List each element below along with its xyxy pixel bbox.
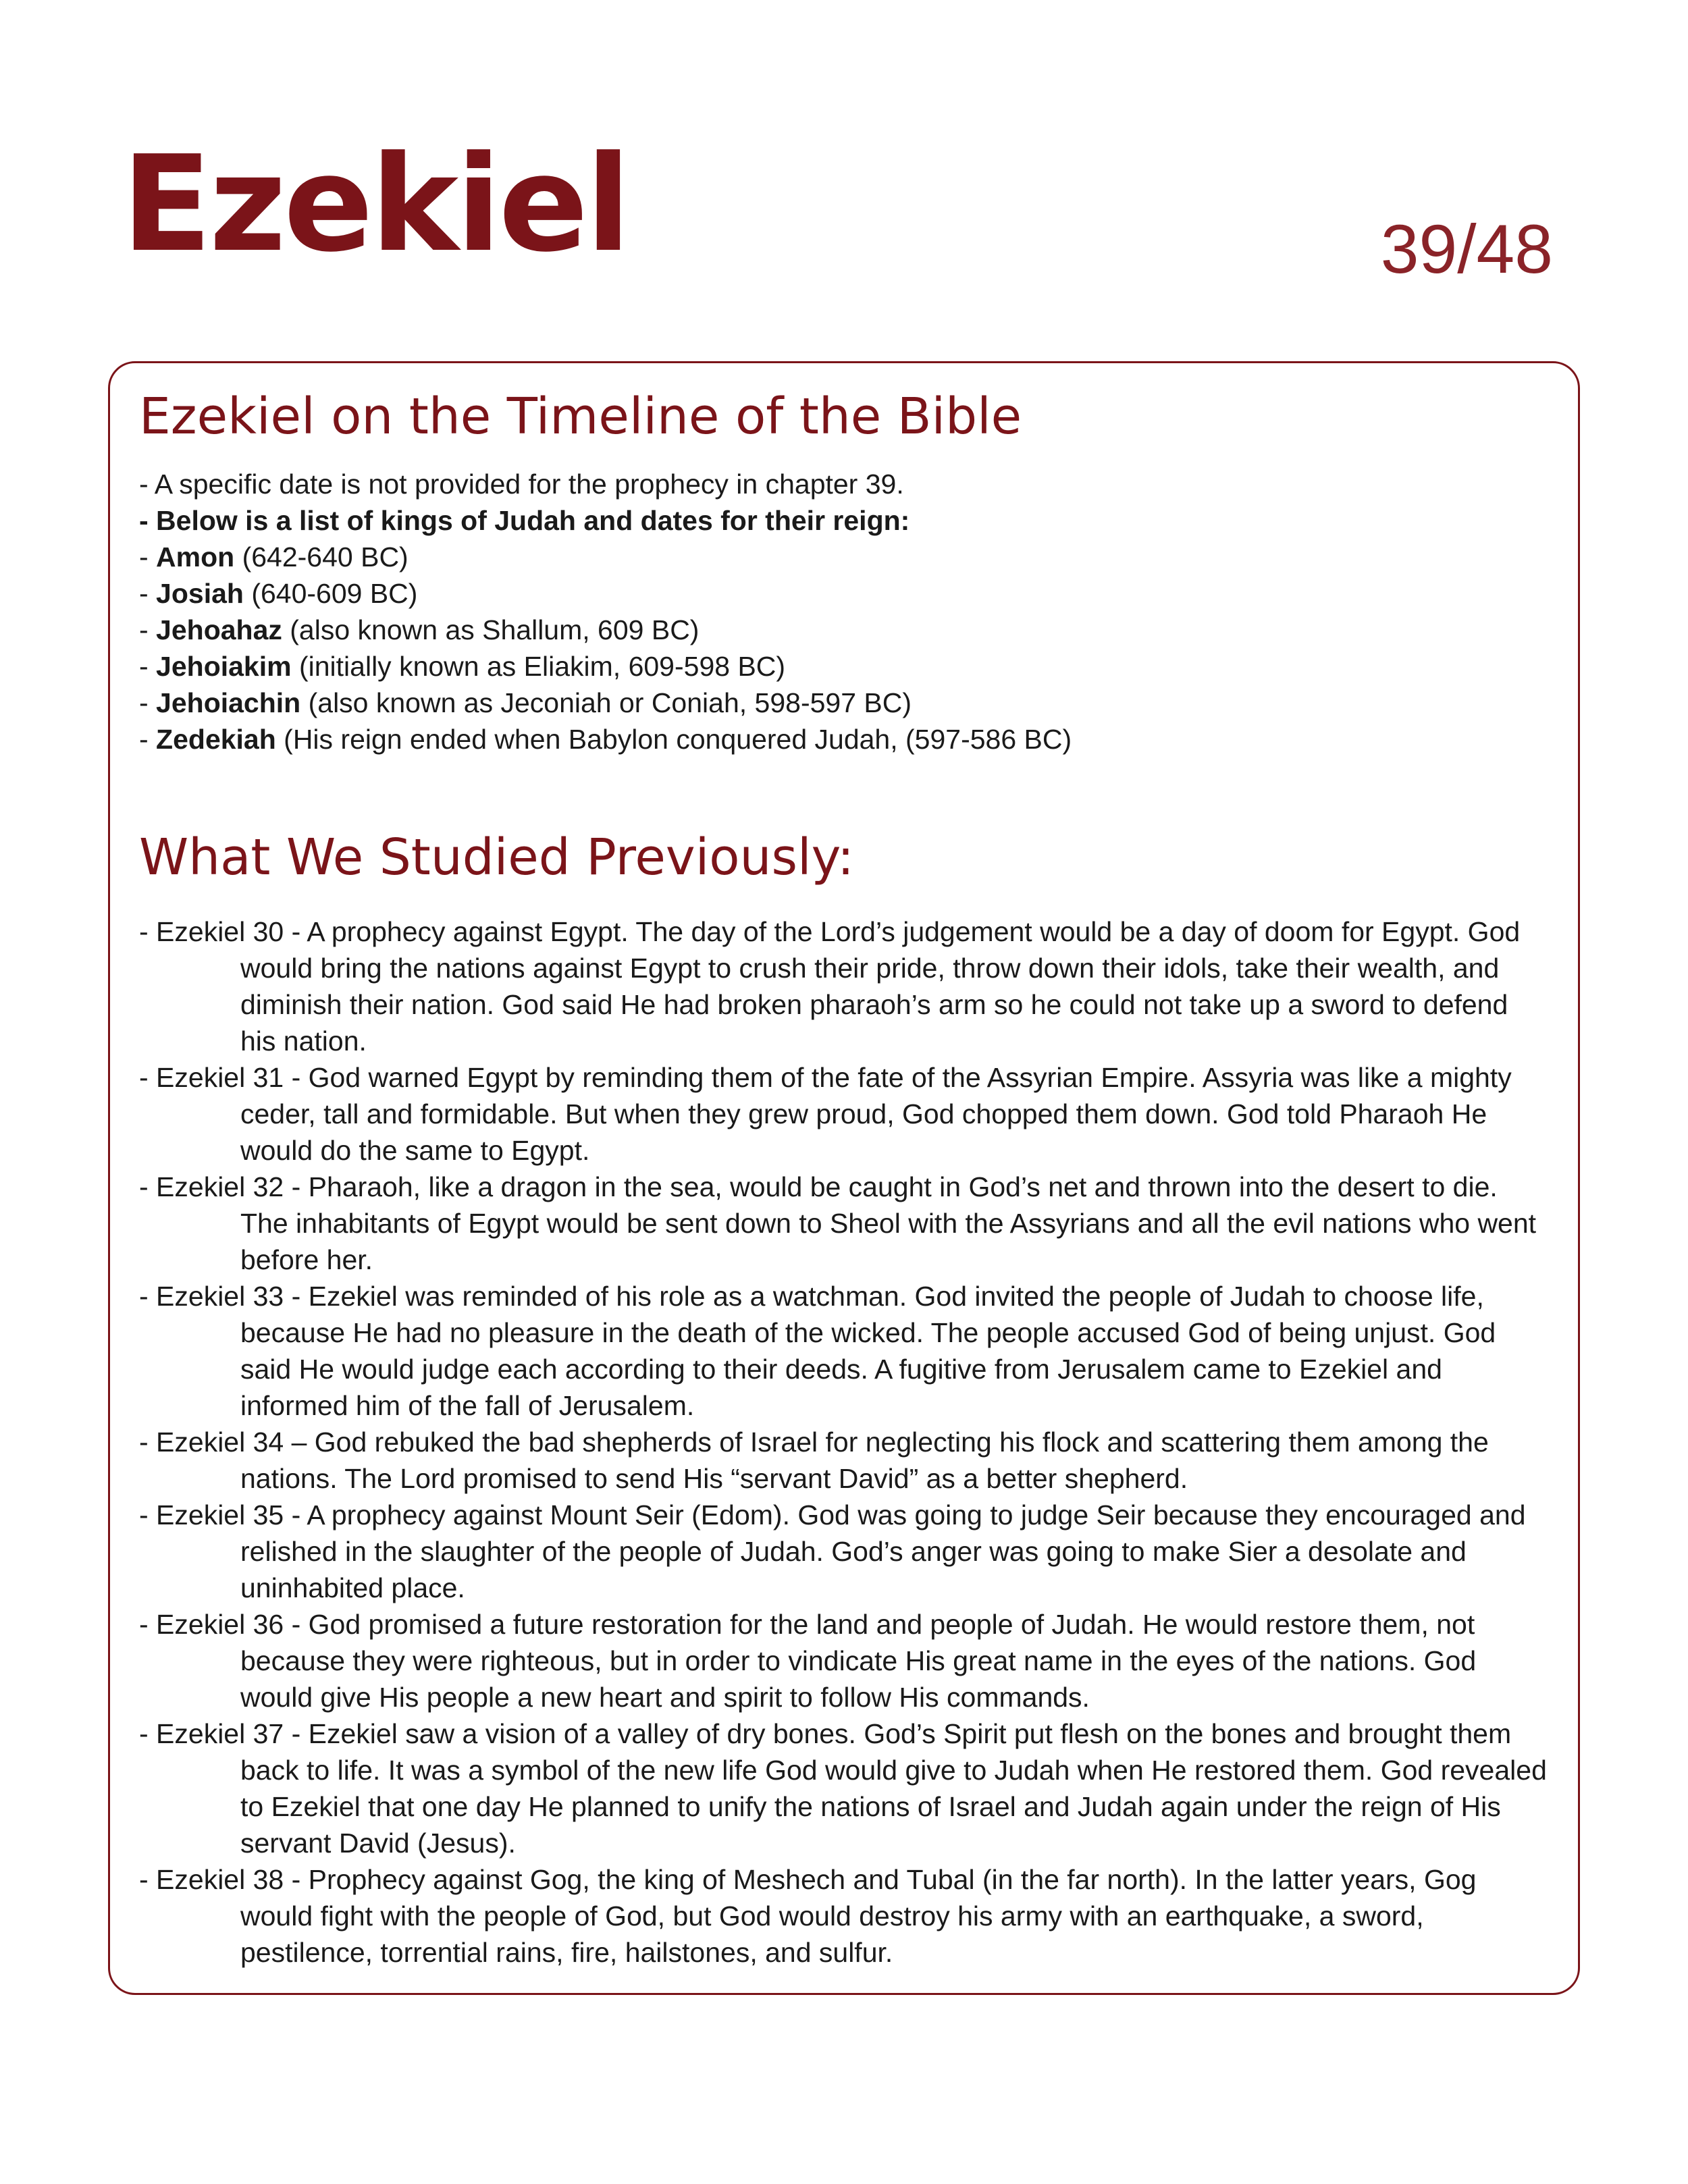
king-name: Josiah <box>156 578 244 609</box>
summary-entry: - Ezekiel 30 - A prophecy against Egypt. The day of the Lord’s judgement would be a day of doom for Egypt. God would bring the nations against Egypt to crush their pride, throw down their idols, take their wealth, and diminish their nation. God said He had broken pharaoh’s arm so he could not take up a sword to defend his nation. <box>139 916 1521 1057</box>
date-note: - A specific date is not provided for the prophecy in chapter 39. <box>139 469 904 500</box>
king-item <box>139 575 1551 612</box>
chapter-indicator: 39/48 <box>1380 211 1553 288</box>
king-name: Amon <box>156 541 235 572</box>
king-detail: (initially known as Eliakim, 609-598 BC) <box>291 651 786 682</box>
summary-entry: - Ezekiel 34 – God rebuked the bad shepherds of Israel for neglecting his flock and scattering them among the nations. The Lord promised to send His “servant David” as a better shepherd. <box>139 1427 1489 1494</box>
king-item <box>139 721 1551 757</box>
king-detail: (also known as Shallum, 609 BC) <box>282 614 700 645</box>
king-prefix: - <box>139 724 157 755</box>
previous-heading: What We Studied Previously: <box>139 828 854 886</box>
king-prefix: - <box>139 651 157 682</box>
summary-entry: - Ezekiel 31 - God warned Egypt by reminding them of the fate of the Assyrian Empire. Assyria was like a mighty ceder, tall and formidable. But when they grew proud, God chopped them down. God told Pharaoh He would do the same to Egypt. <box>139 1062 1512 1166</box>
king-item <box>139 612 1551 648</box>
king-prefix: - <box>139 578 157 609</box>
king-detail: (642-640 BC) <box>234 541 408 572</box>
king-detail: (640-609 BC) <box>243 578 418 609</box>
content-box <box>108 361 1580 1995</box>
timeline-heading: Ezekiel on the Timeline of the Bible <box>139 388 1022 446</box>
kings-intro-text: - Below is a list of kings of Judah and dates for their reign: <box>139 505 910 536</box>
king-item <box>139 648 1551 685</box>
summary-entry: - Ezekiel 32 - Pharaoh, like a dragon in the sea, would be caught in God’s net and thrown into the desert to die. The inhabitants of Egypt would be sent down to Sheol with the Assyrians and all the evil nations who went before her. <box>139 1171 1537 1275</box>
king-detail: (His reign ended when Babylon conquered Judah, (597-586 BC) <box>275 724 1072 755</box>
summary-entry: - Ezekiel 38 - Prophecy against Gog, the king of Meshech and Tubal (in the far north). In the latter years, Gog would fight with the people of God, but God would destroy his army with an earthquake, a sword, pestilence, torrential rains, fire, hailstones, and sulfur. <box>139 1864 1477 1968</box>
king-name: Jehoiachin <box>156 687 301 718</box>
king-name: Zedekiah <box>156 724 276 755</box>
previous-list <box>139 913 1551 1971</box>
summary-entry: - Ezekiel 37 - Ezekiel saw a vision of a valley of dry bones. God’s Spirit put flesh on the bones and brought them back to life. It was a symbol of the new life God would give to Judah when He restored them. God revealed to Ezekiel that one day He planned to unify the nations of Israel and Judah again under the reign of His servant David (Jesus). <box>139 1718 1547 1859</box>
king-item <box>139 685 1551 721</box>
king-name: Jehoahaz <box>156 614 282 645</box>
king-name: Jehoiakim <box>156 651 292 682</box>
king-prefix: - <box>139 687 157 718</box>
page-title: Ezekiel <box>122 128 629 282</box>
kings-intro <box>139 502 1551 539</box>
summary-entry: - Ezekiel 35 - A prophecy against Mount Seir (Edom). God was going to judge Seir because they encouraged and relished in the slaughter of the people of Judah. God’s anger was going to make Sier a desolate and uninhabited place. <box>139 1499 1526 1603</box>
king-detail: (also known as Jeconiah or Coniah, 598-597 BC) <box>300 687 912 718</box>
summary-entry: - Ezekiel 33 - Ezekiel was reminded of his role as a watchman. God invited the people of Judah to choose life, because He had no pleasure in the death of the wicked. The people accused God of being unjust. God said He would judge each according to their deeds. A fugitive from Jerusalem came to Ezekiel and informed him of the fall of Jerusalem. <box>139 1281 1496 1421</box>
king-item <box>139 539 1551 575</box>
king-prefix: - <box>139 614 157 645</box>
timeline-list <box>139 466 1551 757</box>
king-prefix: - <box>139 541 157 572</box>
summary-entry: - Ezekiel 36 - God promised a future restoration for the land and people of Judah. He would restore them, not because they were righteous, but in order to vindicate His great name in the eyes of the nations. God would give His people a new heart and spirit to follow His commands. <box>139 1609 1477 1713</box>
